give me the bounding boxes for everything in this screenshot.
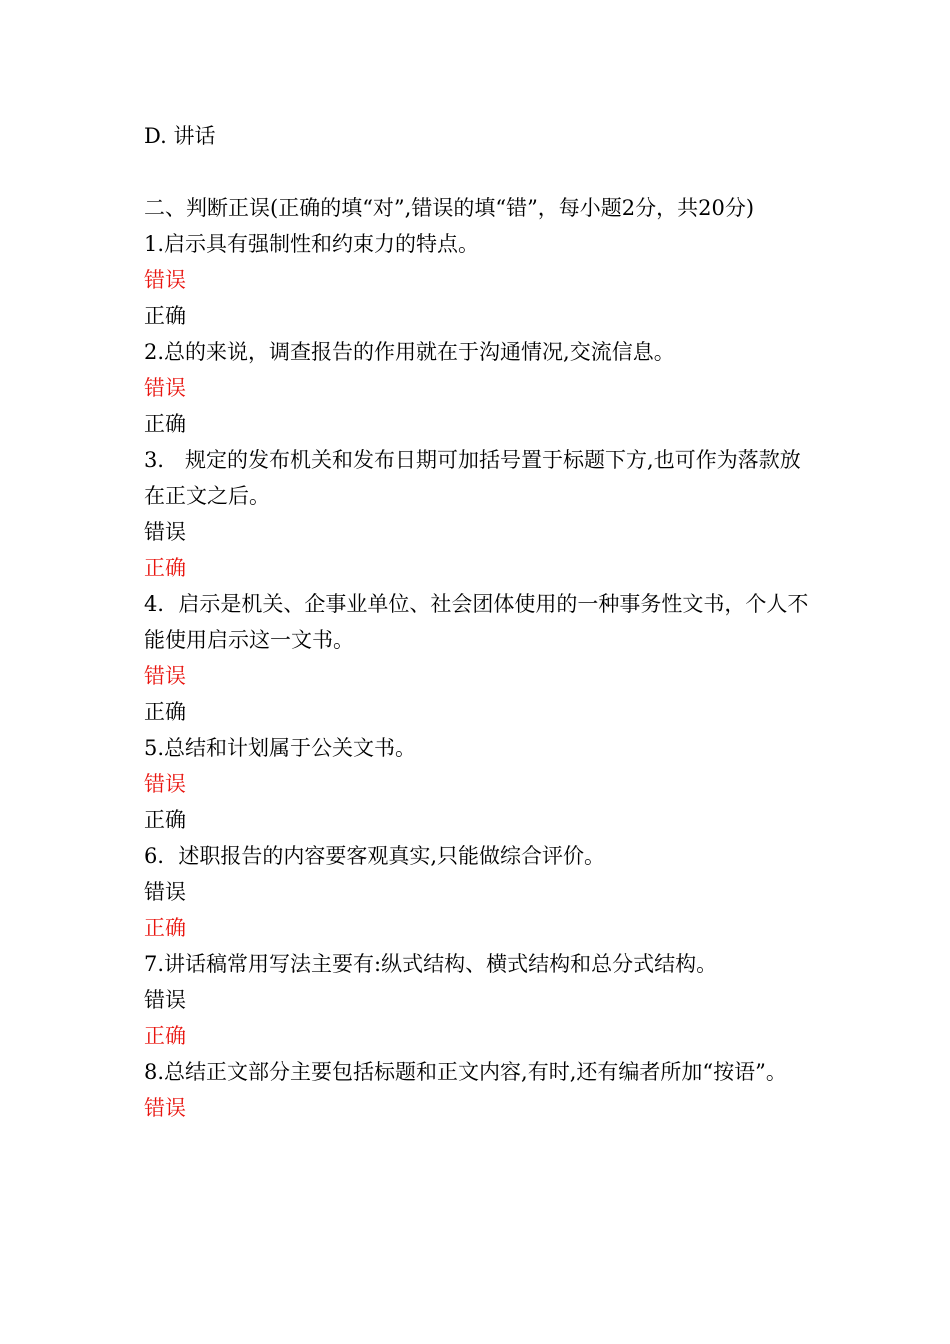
option-correct-q4: 正确 xyxy=(144,700,186,724)
option-wrong-q5: 错误 xyxy=(144,772,186,796)
option-wrong-q3: 错误 xyxy=(144,520,186,544)
option-wrong-q7: 错误 xyxy=(144,988,186,1012)
option-correct-q7: 正确 xyxy=(144,1024,186,1048)
option-correct-q1: 正确 xyxy=(144,304,186,328)
question-3: 3． 规定的发布机关和发布日期可加括号置于标题下方,也可作为落款放在正文之后。 xyxy=(144,448,801,508)
question-7: 7.讲话稿常用写法主要有:纵式结构、横式结构和总分式结构。 xyxy=(144,952,718,976)
question-2: 2.总的来说，调查报告的作用就在于沟通情况,交流信息。 xyxy=(144,340,675,364)
question-6: 6．述职报告的内容要客观真实,只能做综合评价。 xyxy=(144,844,606,868)
option-wrong-q6: 错误 xyxy=(144,880,186,904)
option-wrong-q2: 错误 xyxy=(144,376,186,400)
option-wrong-q4: 错误 xyxy=(144,664,186,688)
option-correct-q2: 正确 xyxy=(144,412,186,436)
option-d: D. 讲话 xyxy=(144,124,216,148)
document-page xyxy=(144,118,814,1126)
option-correct-q6: 正确 xyxy=(144,916,186,940)
spacer xyxy=(144,154,814,190)
question-8: 8.总结正文部分主要包括标题和正文内容,有时,还有编者所加“按语”。 xyxy=(144,1060,787,1084)
option-correct-q3: 正确 xyxy=(144,556,186,580)
question-list xyxy=(144,226,814,1126)
question-5: 5.总结和计划属于公关文书。 xyxy=(144,736,417,760)
question-4: 4．启示是机关、企事业单位、社会团体使用的一种事务性文书，个人不能使用启示这一文书。 xyxy=(144,592,809,652)
question-1: 1.启示具有强制性和约束力的特点。 xyxy=(144,232,480,256)
option-wrong-q8: 错误 xyxy=(144,1096,186,1120)
option-correct-q5: 正确 xyxy=(144,808,186,832)
option-wrong-q1: 错误 xyxy=(144,268,186,292)
section-title: 二、判断正误(正确的填“对”,错误的填“错”，每小题2分，共20分) xyxy=(144,196,755,220)
